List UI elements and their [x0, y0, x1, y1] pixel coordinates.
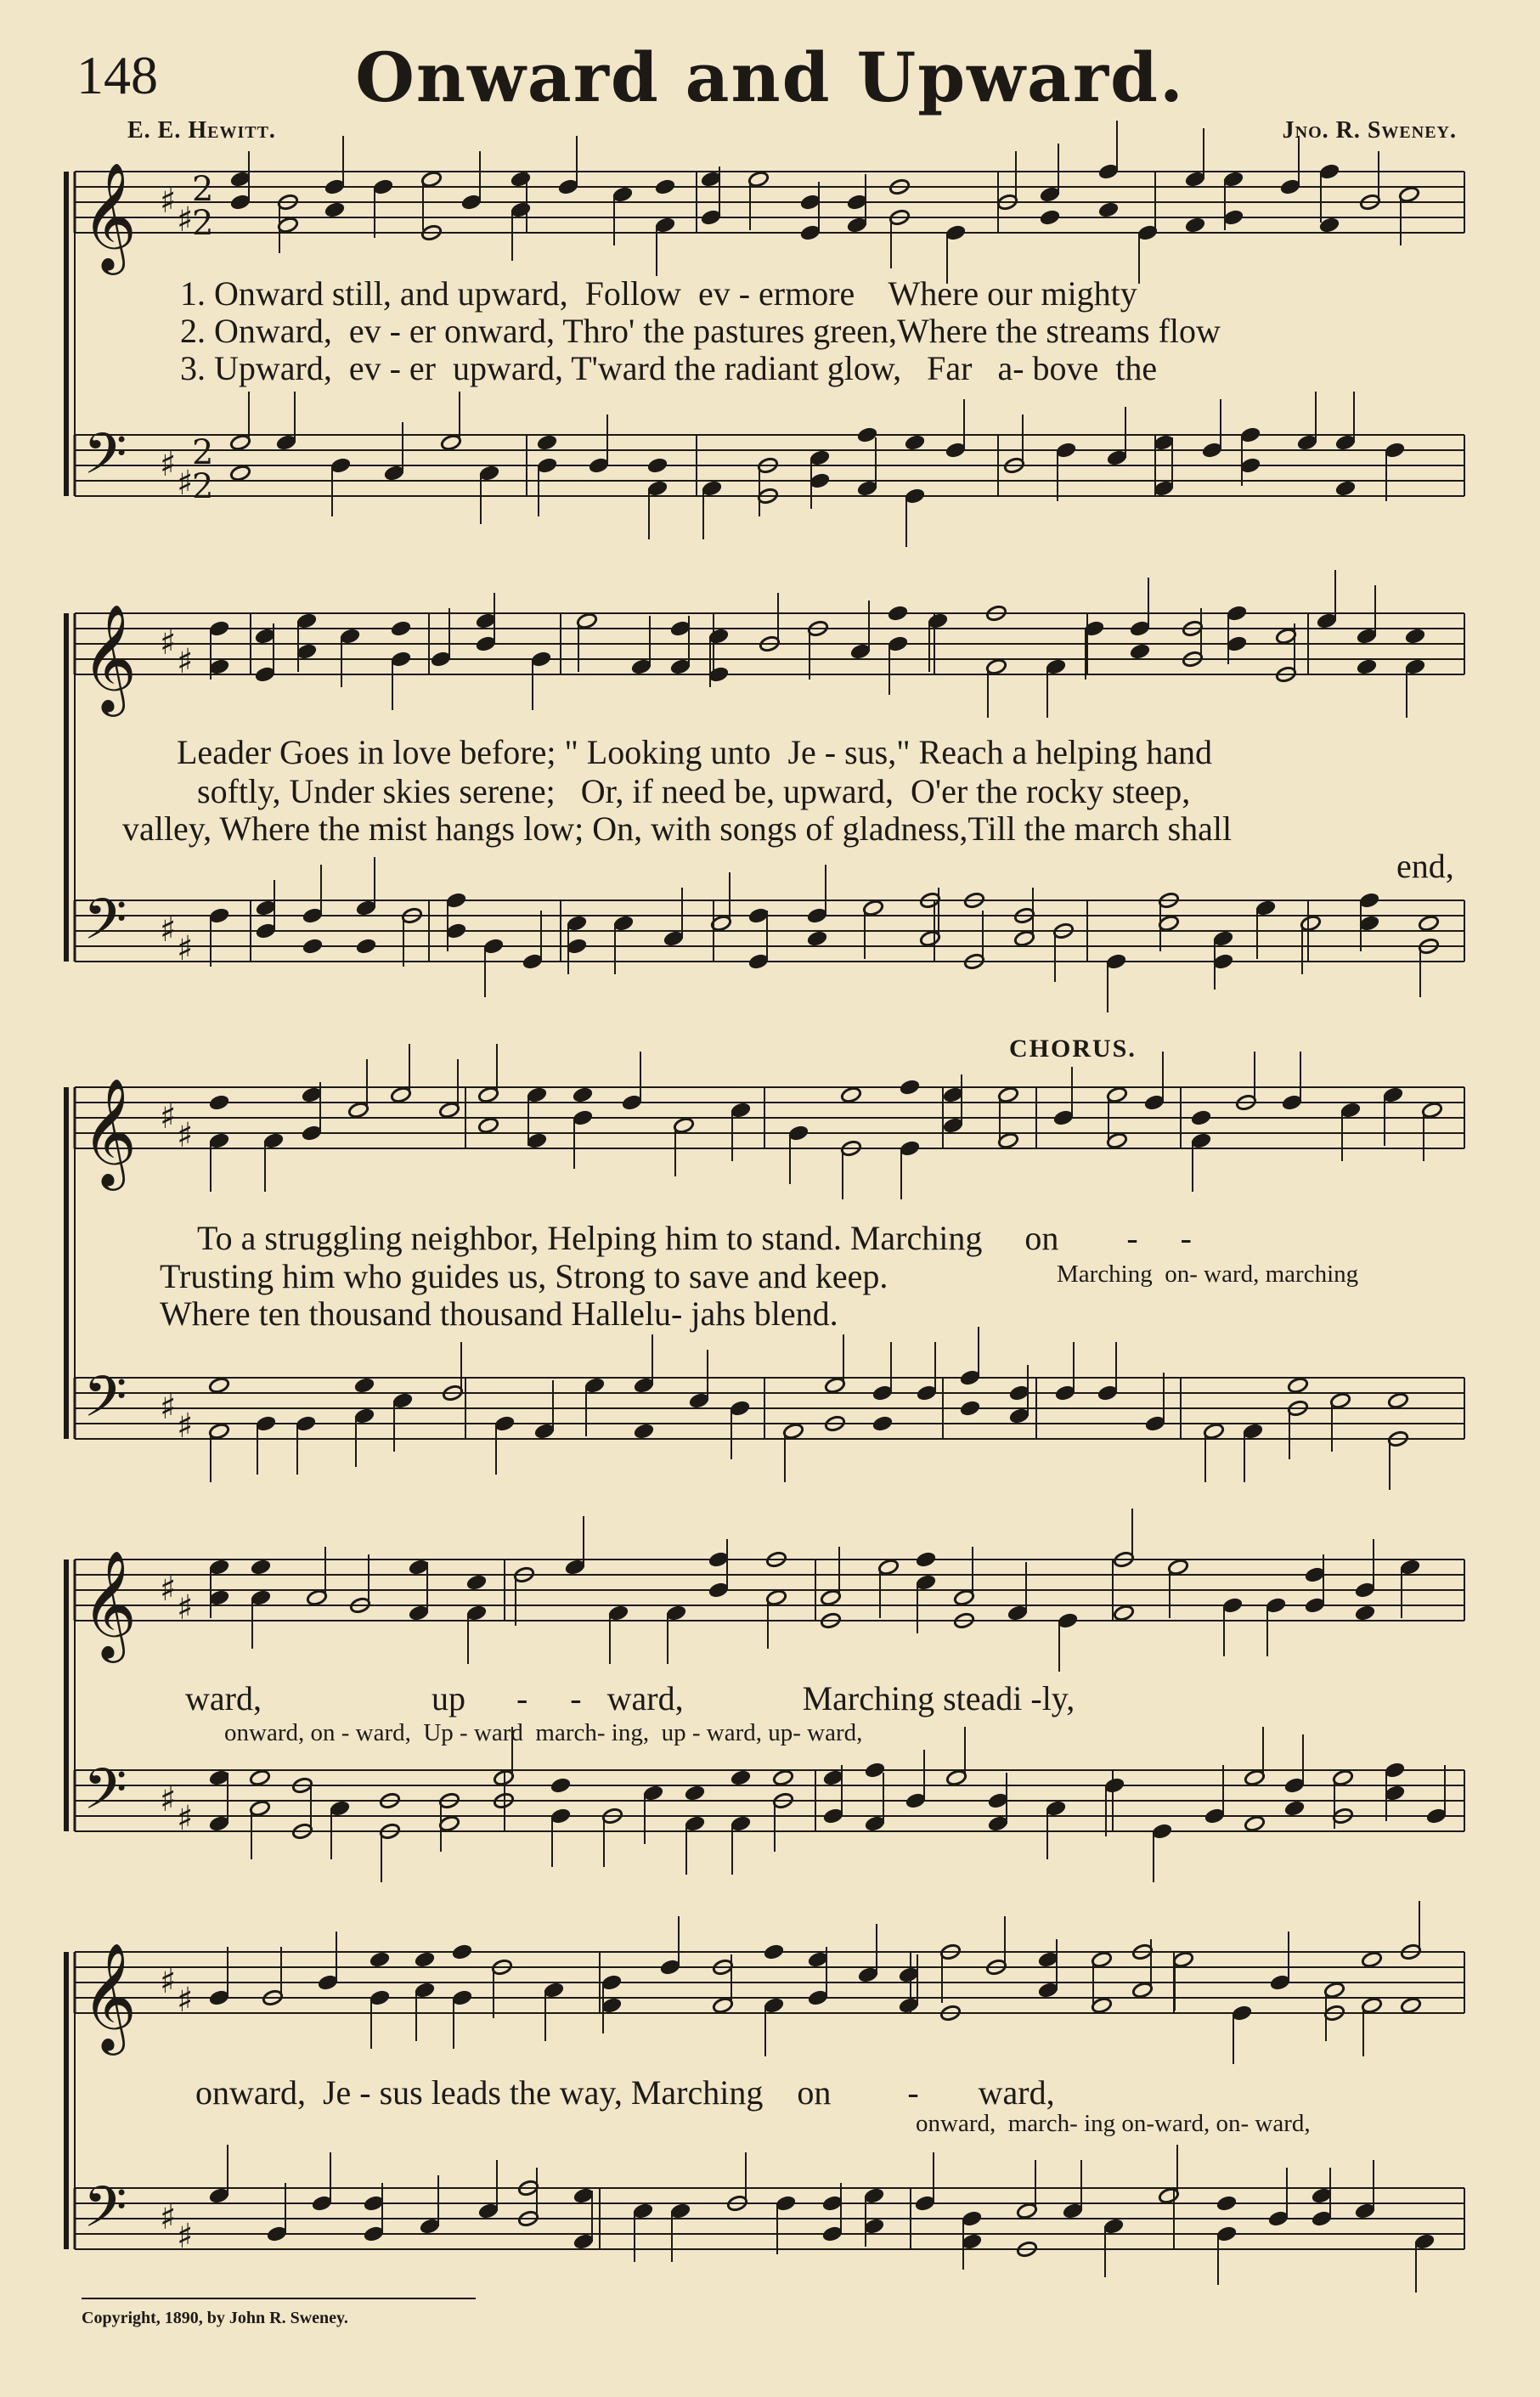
svg-text:♯: ♯: [160, 2198, 177, 2237]
svg-text:♯: ♯: [160, 911, 177, 950]
svg-text:𝄞: 𝄞: [82, 1549, 138, 1658]
copyright-notice: Copyright, 1890, by John R. Sweney.: [82, 2309, 348, 2327]
svg-text:♯: ♯: [160, 1570, 177, 1609]
svg-text:2: 2: [192, 170, 214, 209]
svg-text:𝄞: 𝄞: [82, 1077, 138, 1186]
svg-text:𝄞: 𝄞: [82, 1942, 138, 2050]
svg-text:𝄢: 𝄢: [83, 421, 127, 500]
svg-text:♯: ♯: [177, 1407, 194, 1446]
svg-text:𝄢: 𝄢: [83, 887, 127, 966]
chorus-echo-4: onward, on - ward, Up - ward march- ing, up - ward, up- ward,: [224, 1719, 863, 1746]
hymn-title: Onward and Upward.: [355, 37, 1185, 117]
chorus-line-4-1: ward, up - - ward, Marching steadi -ly,: [185, 1679, 1075, 1717]
svg-text:♯: ♯: [177, 2217, 194, 2256]
svg-text:♯: ♯: [177, 464, 194, 503]
svg-text:♯: ♯: [177, 929, 194, 968]
verse-line-1-3: 3. Upward, ev - er upward, T'ward the radiant glow, Far a- bove the: [180, 349, 1158, 387]
svg-text:♯: ♯: [160, 182, 177, 221]
svg-text:♯: ♯: [160, 1388, 177, 1427]
page-number: 148: [76, 45, 158, 105]
verse-line-2-1: Leader Goes in love before; " Looking unto Je - sus," Reach a helping hand: [177, 733, 1212, 771]
svg-text:♯: ♯: [160, 1962, 177, 2001]
chorus-line-3-4: Where ten thousand thousand Hallelu- jahs blend.: [160, 1294, 838, 1333]
svg-text:♯: ♯: [177, 1116, 194, 1155]
verse-line-2-2: softly, Under skies serene; Or, if need be, upward, O'er the rocky steep,: [197, 772, 1191, 810]
svg-text:𝄞: 𝄞: [82, 603, 138, 712]
chorus-line-3-1: To a struggling neighbor, Helping him to stand. Marching on - -: [197, 1219, 1192, 1257]
chorus-label: CHORUS.: [1009, 1035, 1137, 1063]
svg-text:♯: ♯: [177, 200, 194, 240]
verse-line-2-4: end,: [1396, 847, 1454, 885]
verse-line-2-3: valley, Where the mist hangs low; On, with songs of gladness,Till the march shall: [122, 809, 1233, 848]
svg-text:𝄞: 𝄞: [82, 161, 138, 270]
svg-text:♯: ♯: [160, 445, 177, 484]
chorus-line-5-1: onward, Je - sus leads the way, Marching on - ward,: [195, 2073, 1055, 2112]
svg-text:♯: ♯: [177, 1799, 194, 1838]
chorus-echo-3: Marching on- ward, marching: [1057, 1261, 1359, 1288]
svg-text:2: 2: [192, 467, 214, 506]
svg-text:♯: ♯: [160, 1780, 177, 1819]
verse-line-1-1: 1. Onward still, and upward, Follow ev - ermore Where our mighty: [180, 274, 1137, 313]
svg-text:♯: ♯: [177, 642, 194, 681]
svg-text:𝄢: 𝄢: [83, 2174, 127, 2253]
chorus-line-3-2: Trusting him who guides us, Strong to save and keep.: [160, 1257, 888, 1295]
svg-text:♯: ♯: [177, 1588, 194, 1627]
lyricist-credit: E. E. Hewitt.: [127, 117, 276, 144]
svg-text:𝄢: 𝄢: [83, 1364, 127, 1443]
svg-text:♯: ♯: [160, 1097, 177, 1136]
chorus-echo-5: onward, march- ing on-ward, on- ward,: [916, 2110, 1311, 2137]
svg-text:2: 2: [192, 204, 214, 243]
svg-text:♯: ♯: [177, 1981, 194, 2020]
svg-text:♯: ♯: [160, 623, 177, 663]
svg-text:𝄢: 𝄢: [83, 1757, 127, 1836]
svg-text:2: 2: [192, 433, 214, 472]
composer-credit: Jno. R. Sweney.: [1282, 117, 1457, 144]
verse-line-1-2: 2. Onward, ev - er onward, Thro' the pastures green,Where the streams flow: [180, 312, 1221, 350]
